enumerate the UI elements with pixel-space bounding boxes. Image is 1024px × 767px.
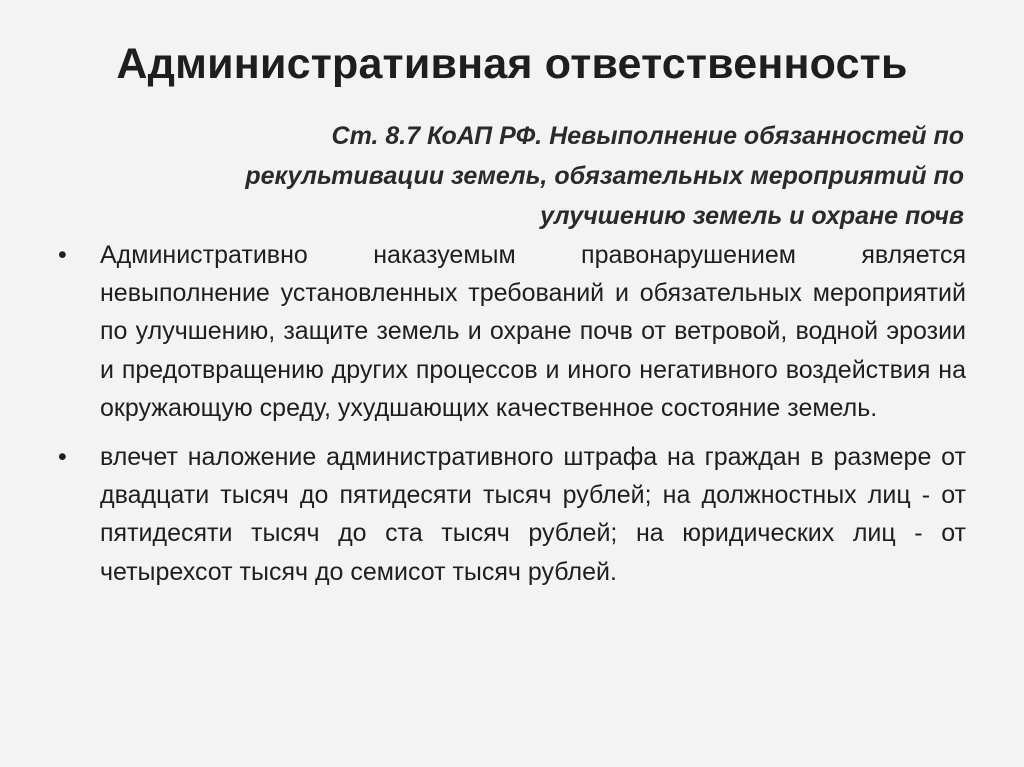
subtitle-line: рекультивации земель, обязательных мероприятий по [245,162,964,190]
subtitle-line: улучшению земель и охране почв [540,202,964,230]
bullet-icon: • [58,241,67,269]
bullet-item-penalty [58,438,966,591]
bullet-item-offense [58,236,966,427]
bullet-text: Административно наказуемым правонарушением является невыполнение установленных требований и обязательных мероприятий по улучшению, защите земель и охране почв от ветровой, водной эрозии и предотвращению других процессов и иного негативного воздействия на окружающую среду, ухудшающих качественное состояние земель. [100,241,966,422]
slide-title: Административная ответственность [116,40,908,88]
subtitle-line: Ст. 8.7 КоАП РФ. Невыполнение обязанностей по [331,122,964,150]
article-subtitle [144,116,964,236]
bullet-icon: • [58,443,67,472]
bullet-list [58,236,966,591]
bullet-text: влечет наложение административного штрафа на граждан в размере от двадцати тысяч до пятидесяти тысяч рублей; на должностных лиц - от пятидесяти тысяч до ста тысяч рублей; на юридических лиц - от четырехсот тысяч до семисот тысяч рублей. [100,443,966,586]
